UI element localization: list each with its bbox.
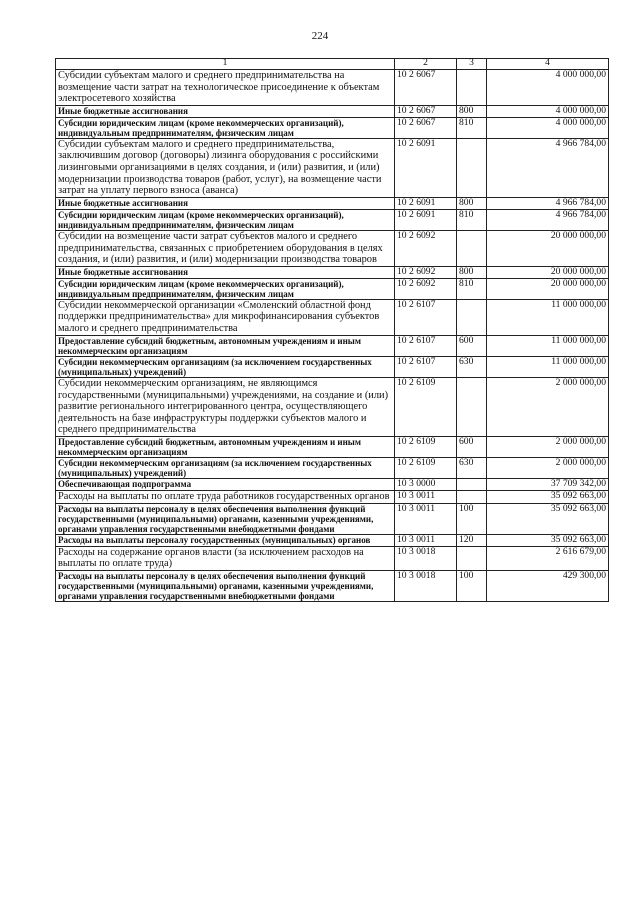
row-name-cell: Иные бюджетные ассигнования	[56, 266, 395, 278]
table-row	[56, 571, 609, 602]
table-row	[56, 503, 609, 534]
row-amount-cell: 11 000 000,00	[487, 299, 609, 335]
row-type-cell: 630	[457, 458, 487, 479]
table-row	[56, 138, 609, 197]
row-amount-cell: 2 000 000,00	[487, 458, 609, 479]
row-name-cell: Иные бюджетные ассигнования	[56, 105, 395, 117]
row-type-cell	[457, 69, 487, 105]
table-row	[56, 266, 609, 278]
table-row	[56, 458, 609, 479]
table-row	[56, 535, 609, 547]
row-type-cell: 600	[457, 335, 487, 356]
row-amount-cell: 35 092 663,00	[487, 503, 609, 534]
row-name-cell: Субсидии некоммерческим организациям, не являющимся государственными (муниципальными) учреждениями, на создание и (или) развитие регионального интегрированного центра, осуществляющего деятельность на базе инфраструктуры поддержки субъектов малого и среднего предпринимательства	[56, 377, 395, 436]
row-amount-cell: 11 000 000,00	[487, 356, 609, 377]
row-code-cell: 10 2 6092	[395, 278, 457, 299]
row-type-cell	[457, 479, 487, 491]
row-amount-cell: 20 000 000,00	[487, 266, 609, 278]
row-amount-cell: 4 000 000,00	[487, 117, 609, 138]
row-name-cell: Обеспечивающая подпрограмма	[56, 479, 395, 491]
row-type-cell: 100	[457, 503, 487, 534]
row-name-cell: Предоставление субсидий бюджетным, автономным учреждениям и иным некоммерческим организациям	[56, 335, 395, 356]
budget-table-body	[56, 59, 609, 602]
row-amount-cell: 429 300,00	[487, 571, 609, 602]
column-number-2: 2	[395, 59, 457, 70]
row-name-cell: Субсидии некоммерческой организации «Смоленский областной фонд поддержки предпринимательства» для микрофинансирования субъектов малого и среднего предпринимательства	[56, 299, 395, 335]
row-code-cell: 10 2 6092	[395, 266, 457, 278]
table-row	[56, 69, 609, 105]
row-name-cell: Расходы на выплаты персоналу в целях обеспечения выполнения функций государственными (муниципальными) органами, казенными учреждениями, органами управления государственными внебюджетными фондами	[56, 571, 395, 602]
row-type-cell	[457, 299, 487, 335]
row-name-cell: Субсидии юридическим лицам (кроме некоммерческих организаций), индивидуальным предпринимателям, физическим лицам	[56, 278, 395, 299]
row-code-cell: 10 2 6092	[395, 230, 457, 266]
row-amount-cell: 2 000 000,00	[487, 437, 609, 458]
table-row	[56, 491, 609, 504]
row-amount-cell: 20 000 000,00	[487, 230, 609, 266]
row-code-cell: 10 2 6109	[395, 437, 457, 458]
row-amount-cell: 4 000 000,00	[487, 69, 609, 105]
row-name-cell: Субсидии субъектам малого и среднего предпринимательства на возмещение части затрат на технологическое присоединение к объектам электросетевого хозяйства	[56, 69, 395, 105]
row-type-cell: 630	[457, 356, 487, 377]
row-name-cell: Субсидии некоммерческим организациям (за исключением государственных (муниципальных) учреждений)	[56, 356, 395, 377]
row-code-cell: 10 2 6107	[395, 299, 457, 335]
row-code-cell: 10 2 6067	[395, 69, 457, 105]
row-type-cell	[457, 138, 487, 197]
row-code-cell: 10 2 6091	[395, 197, 457, 209]
row-code-cell: 10 2 6109	[395, 458, 457, 479]
table-row	[56, 197, 609, 209]
row-amount-cell: 11 000 000,00	[487, 335, 609, 356]
page-number: 224	[311, 30, 329, 42]
table-row	[56, 546, 609, 570]
row-code-cell: 10 3 0011	[395, 503, 457, 534]
row-type-cell	[457, 230, 487, 266]
row-amount-cell: 35 092 663,00	[487, 491, 609, 504]
table-row	[56, 479, 609, 491]
row-code-cell: 10 2 6109	[395, 377, 457, 436]
row-type-cell: 810	[457, 117, 487, 138]
row-amount-cell: 37 709 342,00	[487, 479, 609, 491]
row-type-cell: 800	[457, 266, 487, 278]
row-name-cell: Расходы на выплаты по оплате труда работников государственных органов	[56, 491, 395, 504]
column-number-row	[56, 59, 609, 70]
column-number-1: 1	[56, 59, 395, 70]
row-name-cell: Иные бюджетные ассигнования	[56, 197, 395, 209]
column-number-4: 4	[487, 59, 609, 70]
row-name-cell: Расходы на выплаты персоналу государственных (муниципальных) органов	[56, 535, 395, 547]
row-type-cell: 120	[457, 535, 487, 547]
row-type-cell: 810	[457, 278, 487, 299]
row-name-cell: Расходы на содержание органов власти (за исключением расходов на выплаты по оплате труда)	[56, 546, 395, 570]
row-name-cell: Субсидии субъектам малого и среднего предпринимательства, заключившим договор (договоры) лизинга оборудования с российскими лизинговыми организациями в целях создания, и (или) развития, и (или) модернизации производства товаров (работ, услуг), на возмещение части затрат на уплату первого взноса (аванса)	[56, 138, 395, 197]
row-type-cell	[457, 377, 487, 436]
table-row	[56, 278, 609, 299]
table-row	[56, 209, 609, 230]
row-amount-cell: 2 000 000,00	[487, 377, 609, 436]
budget-table	[55, 58, 609, 602]
row-code-cell: 10 3 0000	[395, 479, 457, 491]
row-code-cell: 10 3 0011	[395, 535, 457, 547]
row-type-cell: 800	[457, 197, 487, 209]
row-code-cell: 10 3 0011	[395, 491, 457, 504]
table-row	[56, 356, 609, 377]
row-name-cell: Субсидии некоммерческим организациям (за исключением государственных (муниципальных) учреждений)	[56, 458, 395, 479]
row-type-cell: 800	[457, 105, 487, 117]
row-amount-cell: 35 092 663,00	[487, 535, 609, 547]
table-row	[56, 335, 609, 356]
row-amount-cell: 20 000 000,00	[487, 278, 609, 299]
row-code-cell: 10 2 6107	[395, 356, 457, 377]
row-name-cell: Субсидии на возмещение части затрат субъектов малого и среднего предпринимательства, связанных с приобретением оборудования в целях создания, и (или) развития, и (или) модернизации производства товаров	[56, 230, 395, 266]
row-name-cell: Субсидии юридическим лицам (кроме некоммерческих организаций), индивидуальным предпринимателям, физическим лицам	[56, 209, 395, 230]
table-row	[56, 230, 609, 266]
table-row	[56, 117, 609, 138]
row-name-cell: Расходы на выплаты персоналу в целях обеспечения выполнения функций государственными (муниципальными) органами, казенными учреждениями, органами управления государственными внебюджетными фондами	[56, 503, 395, 534]
column-number-3: 3	[457, 59, 487, 70]
table-row	[56, 377, 609, 436]
row-type-cell: 600	[457, 437, 487, 458]
row-type-cell	[457, 546, 487, 570]
table-row	[56, 299, 609, 335]
row-code-cell: 10 2 6067	[395, 105, 457, 117]
row-code-cell: 10 2 6091	[395, 209, 457, 230]
table-row	[56, 437, 609, 458]
row-code-cell: 10 3 0018	[395, 571, 457, 602]
row-name-cell: Предоставление субсидий бюджетным, автономным учреждениям и иным некоммерческим организациям	[56, 437, 395, 458]
row-code-cell: 10 2 6107	[395, 335, 457, 356]
row-amount-cell: 4 966 784,00	[487, 138, 609, 197]
table-row	[56, 105, 609, 117]
row-type-cell: 100	[457, 571, 487, 602]
row-code-cell: 10 3 0018	[395, 546, 457, 570]
row-amount-cell: 4 966 784,00	[487, 197, 609, 209]
row-type-cell: 810	[457, 209, 487, 230]
row-code-cell: 10 2 6091	[395, 138, 457, 197]
row-amount-cell: 2 616 679,00	[487, 546, 609, 570]
row-amount-cell: 4 966 784,00	[487, 209, 609, 230]
row-type-cell	[457, 491, 487, 504]
row-amount-cell: 4 000 000,00	[487, 105, 609, 117]
row-name-cell: Субсидии юридическим лицам (кроме некоммерческих организаций), индивидуальным предпринимателям, физическим лицам	[56, 117, 395, 138]
row-code-cell: 10 2 6067	[395, 117, 457, 138]
